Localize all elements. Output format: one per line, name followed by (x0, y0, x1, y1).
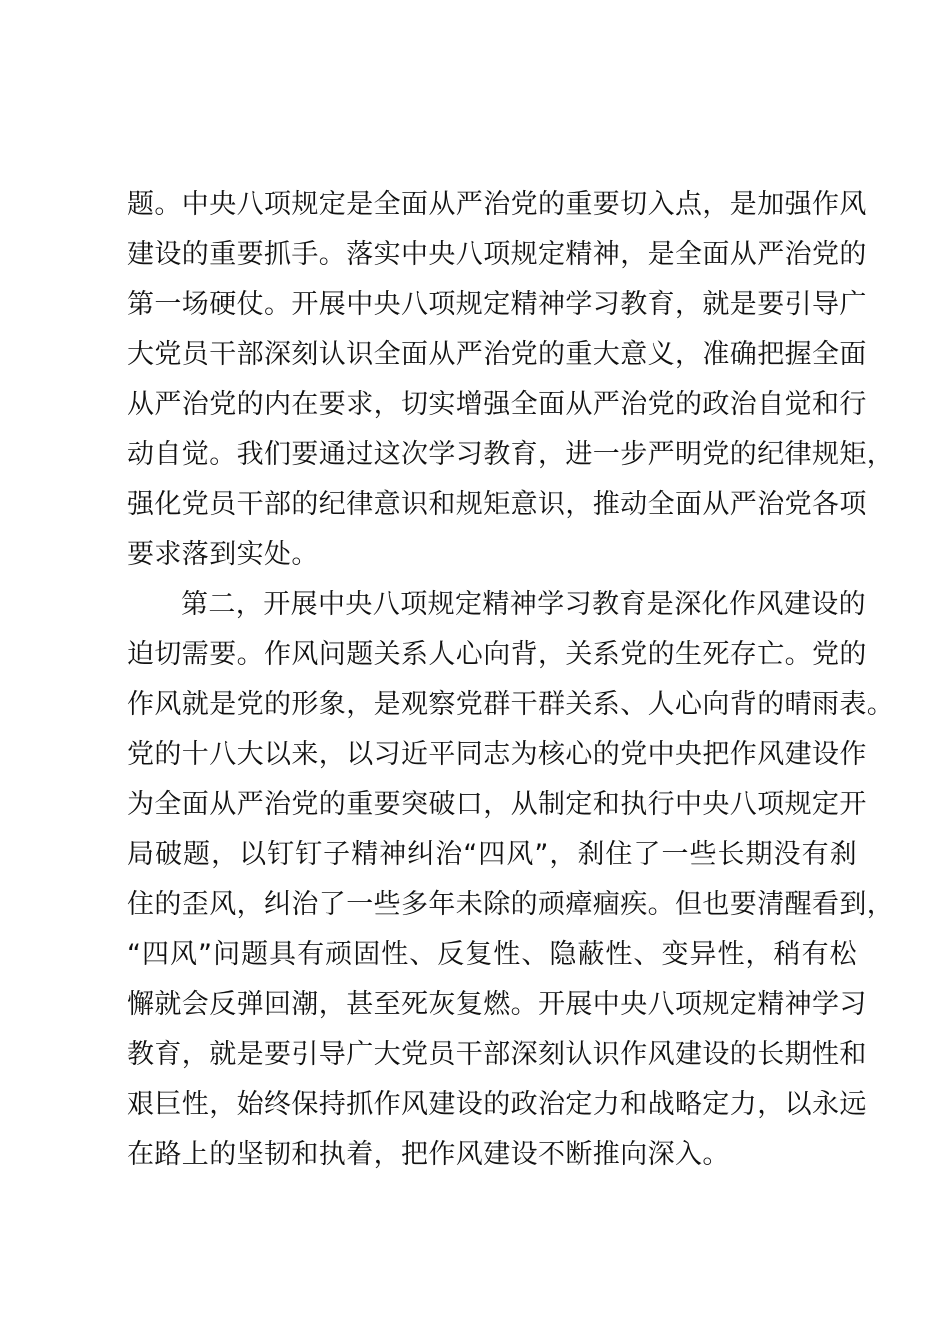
text-line: 题。中央八项规定是全面从严治党的重要切入点，是加强作风 (127, 189, 867, 220)
document-body (127, 180, 895, 1180)
text-line: 大党员干部深刻认识全面从严治党的重大意义，准确把握全面 (127, 339, 867, 370)
text-line: 第一场硬仗。开展中央八项规定精神学习教育，就是要引导广 (127, 289, 867, 320)
text-line: 从严治党的内在要求，切实增强全面从严治党的政治自觉和行 (127, 389, 867, 420)
text-line: 在路上的坚韧和执着，把作风建设不断推向深入。 (127, 1139, 730, 1170)
text-line: 住的歪风，纠治了一些多年未除的顽瘴痼疾。但也要清醒看到， (127, 889, 895, 920)
text-line: “四风”问题具有顽固性、反复性、隐蔽性、变异性，稍有松 (127, 939, 857, 970)
text-line: 党的十八大以来，以习近平同志为核心的党中央把作风建设作 (127, 739, 867, 770)
text-line: 建设的重要抓手。落实中央八项规定精神，是全面从严治党的 (127, 239, 867, 270)
text-line: 迫切需要。作风问题关系人心向背，关系党的生死存亡。党的 (127, 639, 867, 670)
text-line: 懈就会反弹回潮，甚至死灰复燃。开展中央八项规定精神学习 (127, 989, 867, 1020)
text-line: 第二，开展中央八项规定精神学习教育是深化作风建设的 (181, 589, 866, 620)
text-line: 教育，就是要引导广大党员干部深刻认识作风建设的长期性和 (127, 1039, 867, 1070)
text-line: 为全面从严治党的重要突破口，从制定和执行中央八项规定开 (127, 789, 867, 820)
text-line: 要求落到实处。 (127, 539, 319, 570)
text-line: 强化党员干部的纪律意识和规矩意识，推动全面从严治党各项 (127, 489, 867, 520)
text-line: 艰巨性，始终保持抓作风建设的政治定力和战略定力，以永远 (127, 1089, 867, 1120)
text-line: 作风就是党的形象，是观察党群干群关系、人心向背的晴雨表。 (127, 689, 895, 720)
text-line: 动自觉。我们要通过这次学习教育，进一步严明党的纪律规矩， (127, 439, 895, 470)
paragraph-1 (127, 180, 895, 580)
text-line: 局破题，以钉钉子精神纠治“四风”，刹住了一些长期没有刹 (127, 839, 857, 870)
paragraph-2 (127, 580, 895, 1180)
